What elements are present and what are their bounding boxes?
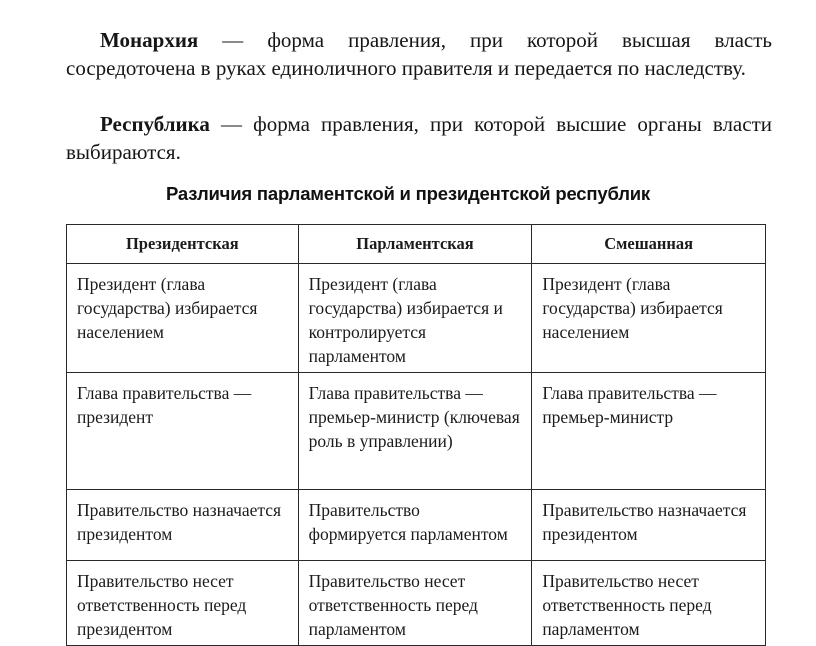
table-cell: Глава правительства — президент [67,373,299,490]
column-header-mixed: Смешанная [532,225,766,264]
table-cell: Правительство несет ответственность перед парламентом [532,561,766,646]
table-row [67,264,766,373]
column-header-presidential: Президентская [67,225,299,264]
table-row [67,373,766,490]
table-cell: Глава правительства — премьер-министр (ключевая роль в управлении) [298,373,532,490]
table-header-row [67,225,766,264]
table-title: Различия парламентской и президентской республик [166,183,650,204]
table-cell: Президент (глава государства) избирается и контролируется парламентом [298,264,532,373]
table-cell: Правительство формируется парламентом [298,490,532,561]
table-cell: Правительство назначается президентом [67,490,299,561]
definition-monarchy [66,27,772,82]
definition-monarchy-text: — форма правления, при которой высшая власть сосредоточена в руках единоличного правителя и передается по наследству. [66,28,772,80]
definition-republic-text: — форма правления, при которой высшие органы власти выбираются. [66,112,772,164]
column-header-parliamentary: Парламентская [298,225,532,264]
table-cell: Правительство несет ответственность перед парламентом [298,561,532,646]
comparison-table [66,224,766,646]
term-monarchy: Монархия [100,28,199,52]
definition-republic [66,111,772,166]
table-cell: Правительство назначается президентом [532,490,766,561]
table-row [67,490,766,561]
term-republic: Республика [100,112,210,136]
table-cell: Глава правительства — премьер-министр [532,373,766,490]
table-cell: Президент (глава государства) избирается населением [532,264,766,373]
table-cell: Правительство несет ответственность перед президентом [67,561,299,646]
table-cell: Президент (глава государства) избирается населением [67,264,299,373]
